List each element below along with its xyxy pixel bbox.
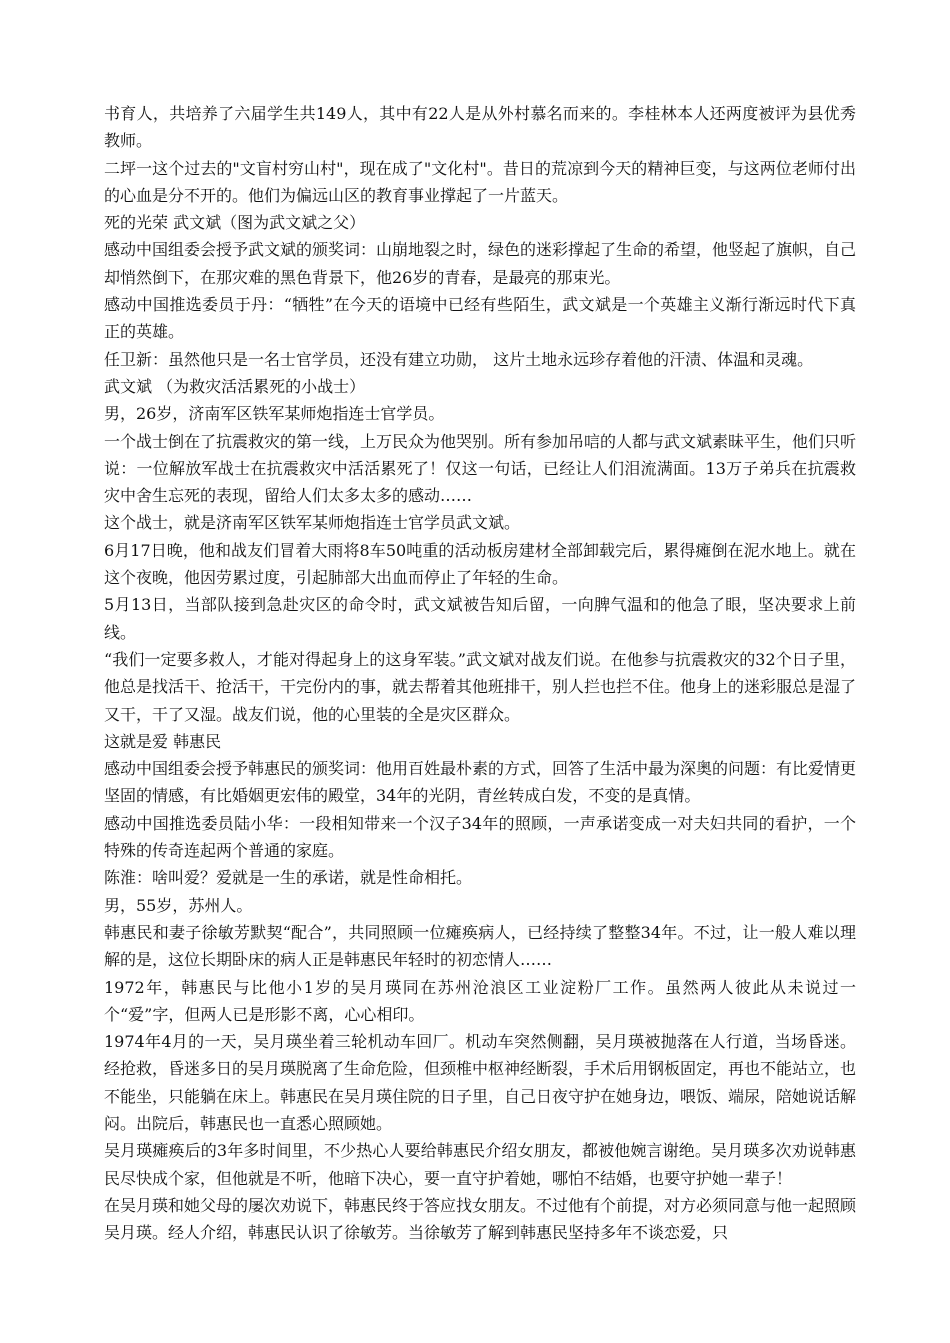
section-heading-han-huimin: 这就是爱 韩惠民 <box>104 731 222 751</box>
paragraph-han-and-wife: 韩惠民和妻子徐敏芳默契“配合”，共同照顾一位瘫痪病人，已经持续了整整34年。不过，让一般人难以理解的是，这位长期卧床的病人正是韩惠民年轻时的初恋情人…… <box>104 922 856 970</box>
paragraph-li-guilin-summary: 书育人，共培养了六届学生共149人，其中有22人是从外村慕名而来的。李桂林本人还两度被评为县优秀教师。 <box>104 104 856 151</box>
document-body <box>104 100 856 1246</box>
paragraph-lu-xiaohua-comment: 感动中国推选委员陆小华：一段相知带来一个汉子34年的照顾，一声承诺变成一对夫妇共同的看护，一个特殊的传奇连起两个普通的家庭。 <box>104 813 856 861</box>
paragraph-may-13: 5月13日，当部队接到急赴灾区的命令时，武文斌被告知后留，一向脾气温和的他急了眼，坚决要求上前线。 <box>104 595 856 642</box>
paragraph-save-more-people: “我们一定要多救人，才能对得起身上的这身军装。”武文斌对战友们说。在他参与抗震救灾的32个日子里，他总是找活干、抢活干，干完份内的事，就去帮着其他班排干，别人拦也拦不住。他身上的迷彩服总是湿了又干，干了又湿。战友们说，他的心里装的全是灾区群众。 <box>104 649 857 724</box>
paragraph-han-award-citation: 感动中国组委会授予韩惠民的颁奖词：他用百姓最朴素的方式，回答了生活中最为深奥的问题：有比爱情更坚固的情感，有比婚姻更宏伟的殿堂，34年的光阴，青丝转成白发，不变的是真情。 <box>104 759 857 806</box>
paragraph-this-soldier: 这个战士，就是济南军区铁军某师炮指连士官学员武文斌。 <box>104 513 521 533</box>
paragraph-finding-girlfriend: 在吴月瑛和她父母的屡次劝说下，韩惠民终于答应找女朋友。不过他有个前提，对方必须同意与他一起照顾吴月瑛。经人介绍，韩惠民认识了徐敏芳。当徐敏芳了解到韩惠民坚持多年不谈恋爱，只 <box>104 1195 857 1243</box>
paragraph-1972: 1972年，韩惠民与比他小1岁的吴月瑛同在苏州沧浪区工业淀粉厂工作。虽然两人彼此从未说过一个“爱”字，但两人已是形影不离，心心相印。 <box>104 977 856 1024</box>
paragraph-wu-award-citation: 感动中国组委会授予武文斌的颁奖词：山崩地裂之时，绿色的迷彩撑起了生命的希望，他竖起了旗帜，自己却悄然倒下，在那灾难的黑色背景下，他26岁的青春，是最亮的那束光。 <box>104 240 857 287</box>
paragraph-han-profile: 男，55岁，苏州人。 <box>104 895 253 915</box>
paragraph-chen-huai-comment: 陈淮：啥叫爱？爱就是一生的承诺，就是性命相托。 <box>104 868 473 888</box>
subheading-wu-wenbin: 武文斌 （为救灾活活累死的小战士） <box>104 376 366 396</box>
paragraph-ren-weixin-comment: 任卫新：虽然他只是一名士官学员，还没有建立功勋， 这片土地永远珍存着他的汗渍、体温和灵魂。 <box>104 349 814 369</box>
paragraph-erping-village: 二坪一这个过去的"文盲村穷山村"，现在成了"文化村"。昔日的荒凉到今天的精神巨变，与这两位老师付出的心血是分不开的。他们为偏远山区的教育事业撑起了一片蓝天。 <box>104 158 856 205</box>
paragraph-soldier-fell: 一个战士倒在了抗震救灾的第一线，上万民众为他哭别。所有参加吊唁的人都与武文斌素昧平生，他们只听说：一位解放军战士在抗震救灾中活活累死了！仅这一句话，已经让人们泪流满面。13万子弟兵在抗震救灾中舍生忘死的表现，留给人们太多太多的感动…… <box>104 431 857 506</box>
paragraph-yu-dan-comment: 感动中国推选委员于丹：“牺牲”在今天的语境中已经有些陌生，武文斌是一个英雄主义渐行渐远时代下真正的英雄。 <box>104 295 856 342</box>
paragraph-june-17: 6月17日晚，他和战友们冒着大雨将8车50吨重的活动板房建材全部卸载完后，累得瘫倒在泥水地上。就在这个夜晚，他因劳累过度，引起肺部大出血而停止了年轻的生命。 <box>104 540 856 588</box>
paragraph-three-years: 吴月瑛瘫痪后的3年多时间里，不少热心人要给韩惠民介绍女朋友，都被他婉言谢绝。吴月瑛多次劝说韩惠民尽快成个家，但他就是不听，他暗下决心，要一直守护着她，哪怕不结婚，也要守护她一辈子！ <box>104 1141 856 1188</box>
paragraph-1974-accident: 1974年4月的一天，吴月瑛坐着三轮机动车回厂。机动车突然侧翻，吴月瑛被抛落在人行道，当场昏迷。经抢救，昏迷多日的吴月瑛脱离了生命危险，但颈椎中枢神经断裂，手术后用钢板固定，再也不能站立，也不能坐，只能躺在床上。韩惠民在吴月瑛住院的日子里，自己日夜守护在她身边，喂饭、端尿，陪她说话解闷。出院后，韩惠民也一直悉心照顾她。 <box>104 1032 857 1133</box>
paragraph-wu-profile: 男，26岁，济南军区铁军某师炮指连士官学员。 <box>104 404 445 424</box>
section-heading-wu-wenbin: 死的光荣 武文斌（图为武文斌之父） <box>104 213 366 233</box>
